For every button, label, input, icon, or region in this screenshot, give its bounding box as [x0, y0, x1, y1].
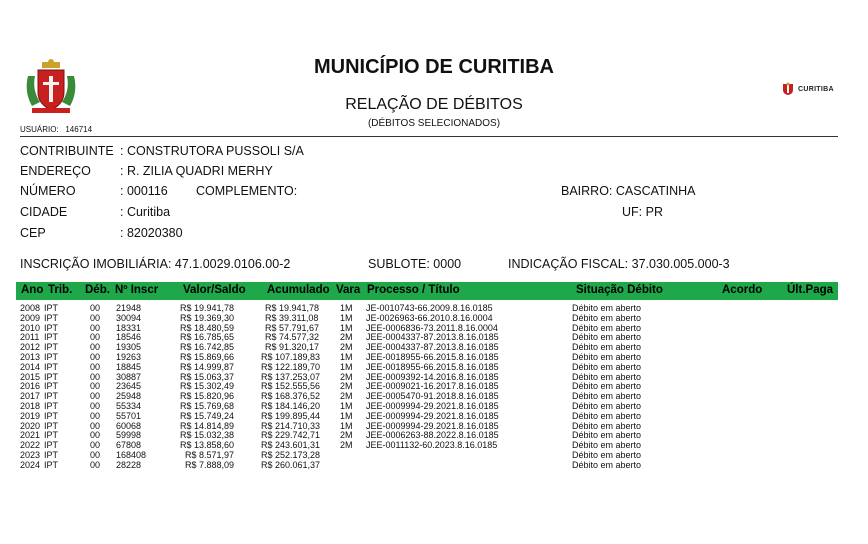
- user-label: USUÁRIO: 146714: [20, 125, 93, 134]
- col-ult-paga: Últ.Paga: [787, 284, 834, 296]
- col-situacao: Situação Débito: [576, 284, 663, 296]
- col-acumulado: Acumulado: [267, 284, 330, 296]
- header-divider: [20, 136, 838, 137]
- cidade-label: CIDADE: [20, 205, 68, 219]
- numero-label: NÚMERO: [20, 184, 76, 198]
- endereco-label: ENDEREÇO: [20, 164, 91, 178]
- indicacao-fiscal: INDICAÇÃO FISCAL: 37.030.005.000-3: [508, 257, 730, 271]
- col-valor: Valor/Saldo: [183, 284, 246, 296]
- page-title: MUNICÍPIO DE CURITIBA: [314, 56, 554, 78]
- complemento-label: COMPLEMENTO:: [196, 184, 298, 198]
- col-trib: Trib.: [48, 284, 73, 296]
- col-acordo: Acordo: [722, 284, 763, 296]
- contribuinte-value: : CONSTRUTORA PUSSOLI S/A: [120, 144, 304, 158]
- uf-value: UF: PR: [622, 205, 663, 219]
- col-inscr: Nº Inscr: [115, 284, 159, 296]
- page-subtitle: RELAÇÃO DE DÉBITOS: [345, 96, 523, 113]
- user-id: 146714: [65, 125, 93, 134]
- sublote: SUBLOTE: 0000: [368, 257, 462, 271]
- contribuinte-label: CONTRIBUINTE: [20, 144, 114, 158]
- logo-text: CURITIBA: [798, 85, 834, 93]
- col-deb: Déb.: [85, 284, 110, 296]
- bairro-value: BAIRRO: CASCATINHA: [561, 184, 696, 198]
- inscricao-imobiliaria: INSCRIÇÃO IMOBILIÁRIA: 47.1.0029.0106.00-2: [20, 257, 291, 271]
- col-ano: Ano: [21, 284, 44, 296]
- cidade-value: : Curitiba: [120, 205, 171, 219]
- col-vara: Vara: [336, 284, 361, 296]
- col-processo: Processo / Título: [367, 284, 460, 296]
- endereco-value: : R. ZILIA QUADRI MERHY: [120, 164, 273, 178]
- cep-label: CEP: [20, 226, 46, 240]
- cep-value: : 82020380: [120, 226, 183, 240]
- curitiba-small-logo: [781, 82, 834, 96]
- small-crest-icon: [781, 82, 795, 96]
- numero-value: : 000116: [120, 184, 168, 198]
- page-subtitle-note: (DÉBITOS SELECIONADOS): [367, 118, 501, 129]
